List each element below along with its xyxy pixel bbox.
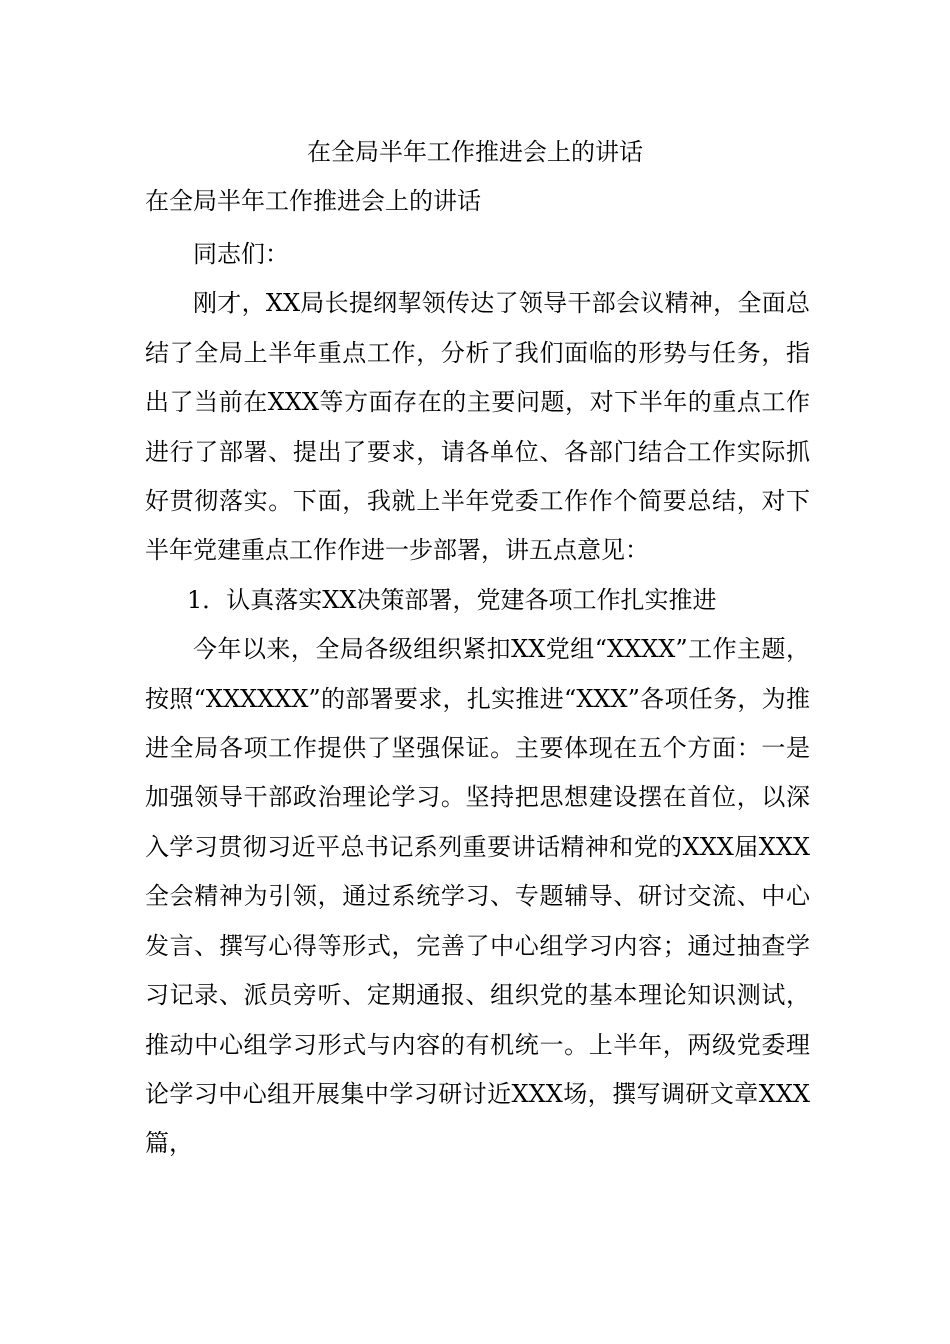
document-subtitle: 在全局半年工作推进会上的讲话 [145,187,481,215]
document-title: 在全局半年工作推进会上的讲话 [307,138,643,166]
salutation: 同志们： [193,240,289,268]
paragraph-intro: 刚才，XX局长提纲挈领传达了领导干部会议精神，全面总结了全局上半年重点工作，分析了我们面临的形势与任务，指出了当前在XXX等方面存在的主要问题，对下半年的重点工作进行了部署、提出了要求，请各单位、各部门结合工作实际抓好贯彻落实。下面，我就上半年党委工作作个简要总结，对下半年党建重点工作作进一步部署，讲五点意见： [145,289,810,565]
section-heading: 1．认真落实XX决策部署，党建各项工作扎实推进 [187,585,717,614]
document-body [145,230,810,1169]
paragraph-body: 今年以来，全局各级组织紧扣XX党组“XXXX”工作主题，按照“XXXXXX”的部署要求，扎实推进“XXX”各项任务，为推进全局各项工作提供了坚强保证。主要体现在五个方面：一是加强领导干部政治理论学习。坚持把思想建设摆在首位，以深入学习贯彻习近平总书记系列重要讲话精神和党的XXX届XXX全会精神为引领，通过系统学习、专题辅导、研讨交流、中心发言、撰写心得等形式，完善了中心组学习内容；通过抽查学习记录、派员旁听、定期通报、组织党的基本理论知识测试，推动中心组学习形式与内容的有机统一。上半年，两级党委理论学习中心组开展集中学习研讨近XXX场，撰写调研文章XXX篇， [145,635,810,1158]
